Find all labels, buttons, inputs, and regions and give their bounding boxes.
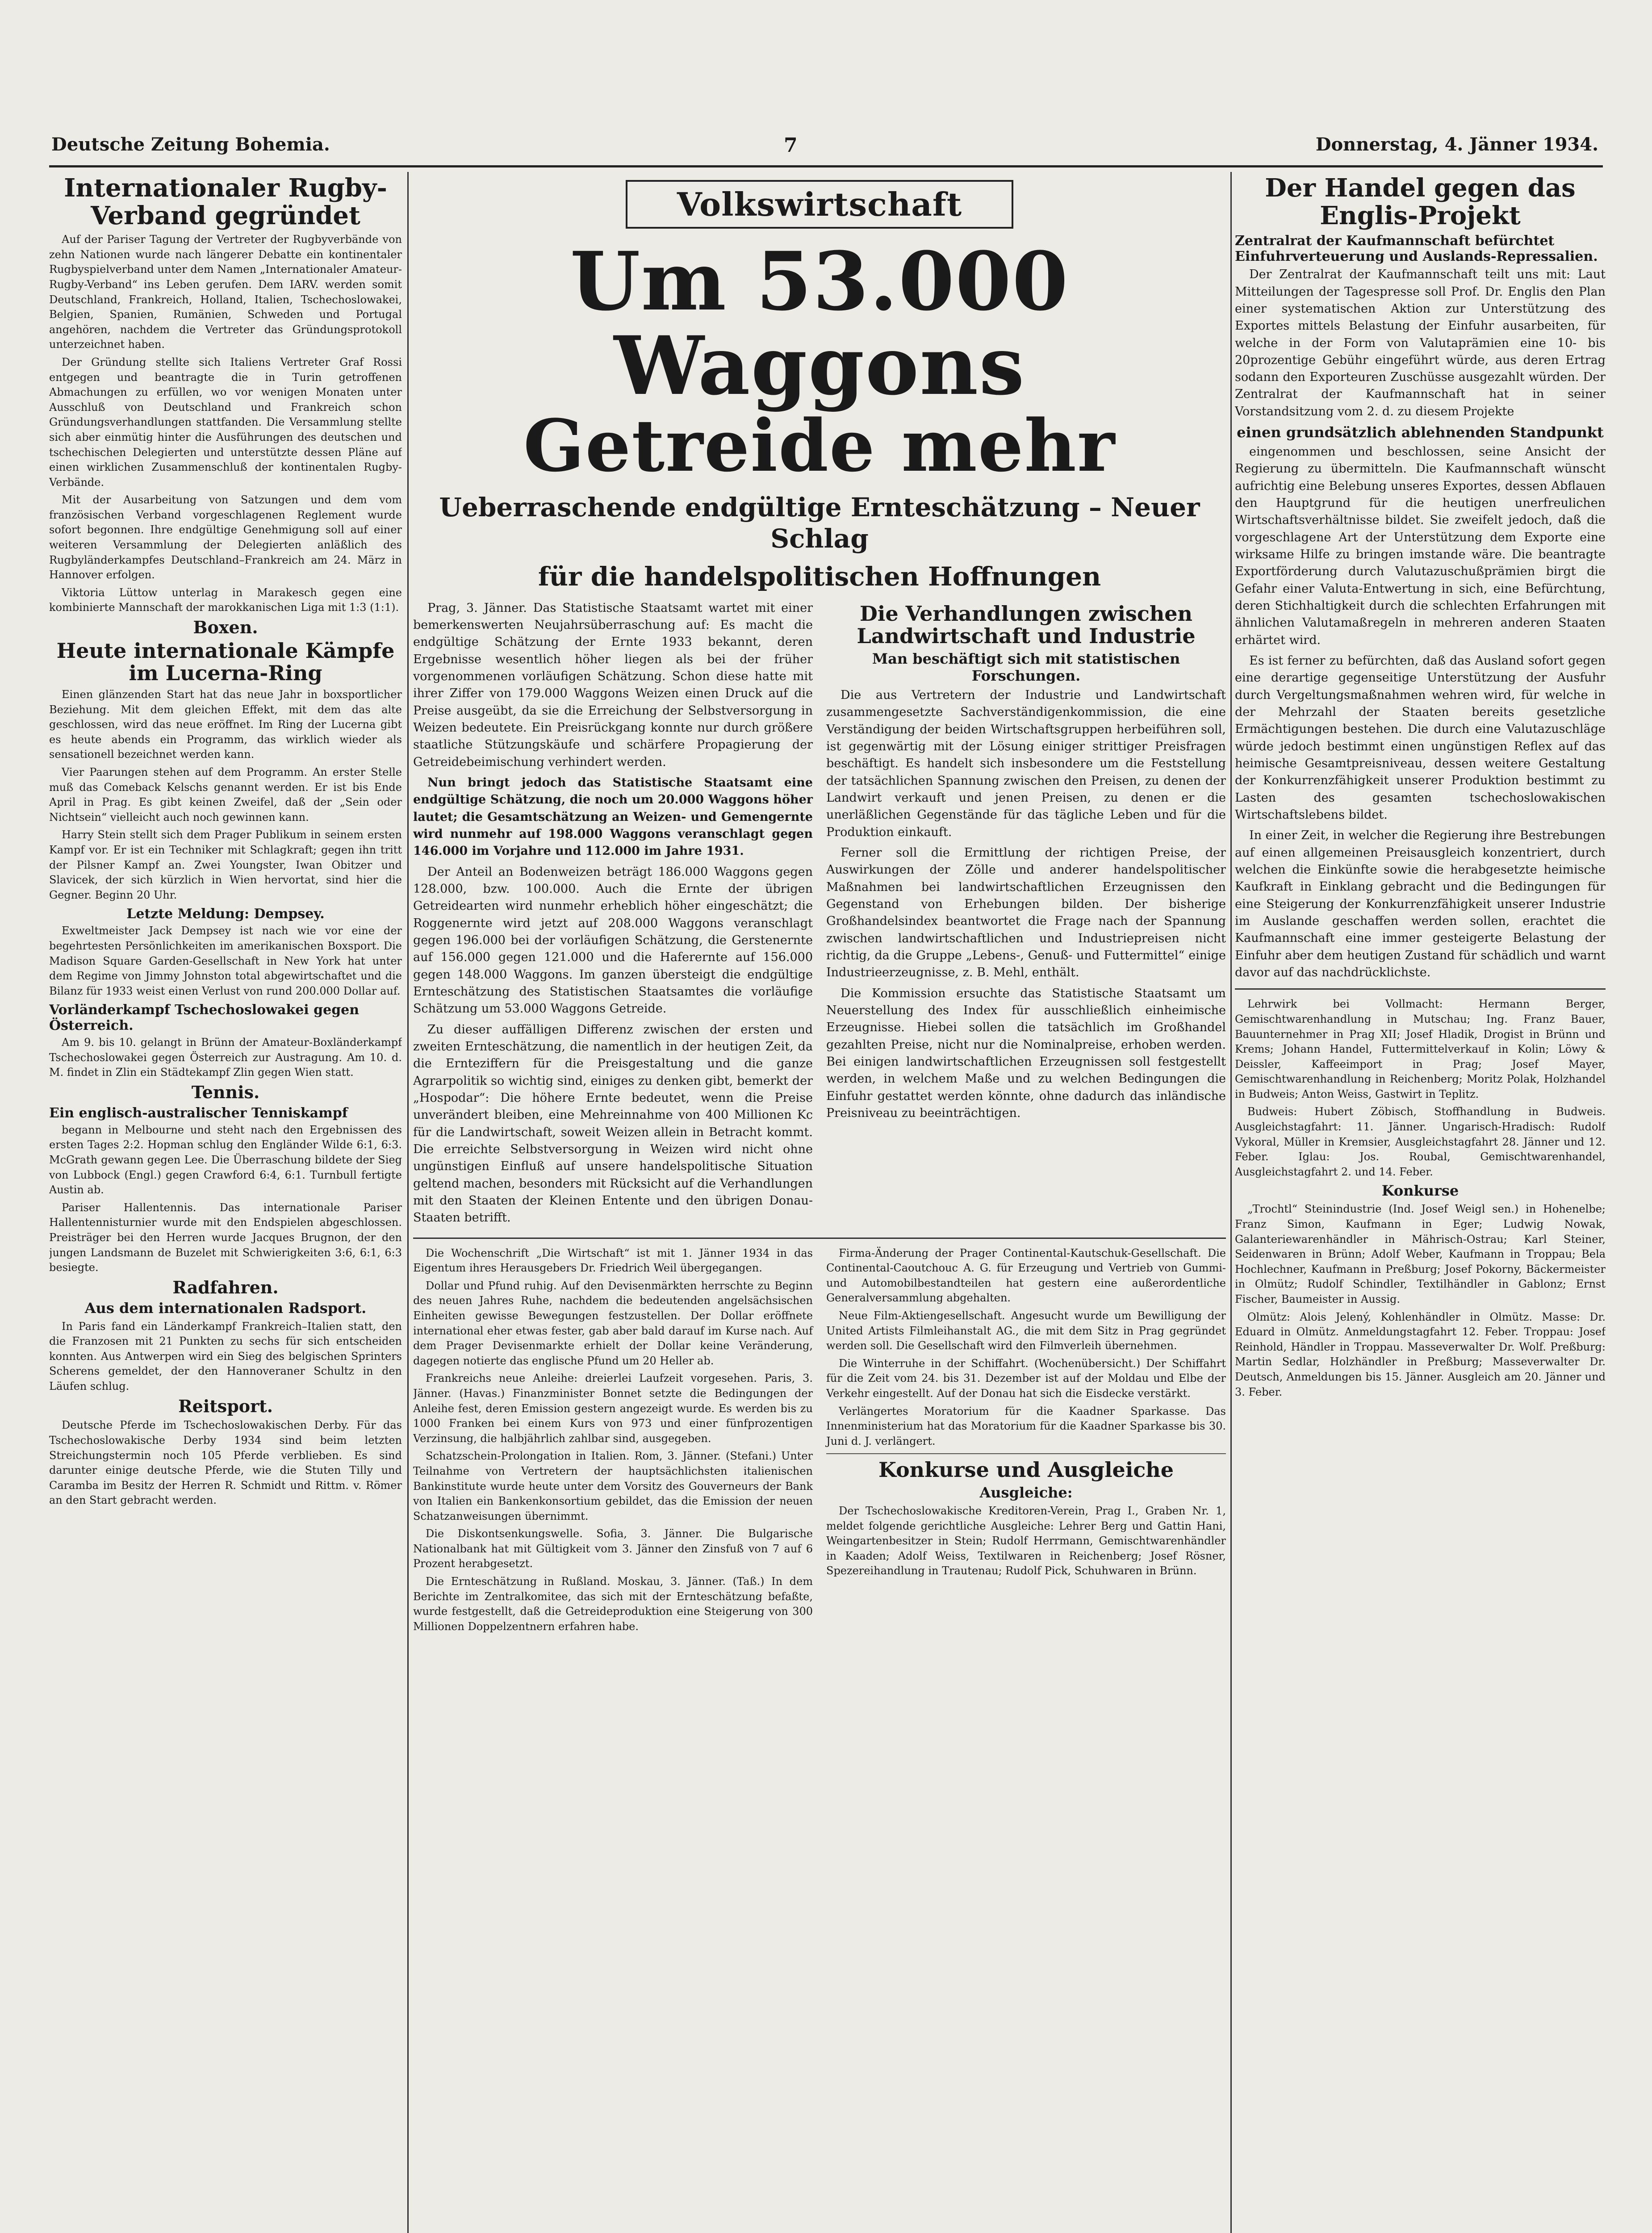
right-paragraph: eingenommen und beschlossen, seine Ansicht der Regierung zu übermitteln. Die Kaufmannschaft wünscht aufrichtig eine Belebung unseres Exportes, dessen Abflauen den Hauptgrund für die heutigen unerfreulichen Wirtschaftsverhältnisse bildet. Sie zweifelt jedoch, daß die vorgeschlagene Art der Unterstützung dem Exporte eine wirksame Hilfe zu bringen imstande wäre. Die beantragte Exportförderung durch Valutazuschußprämien birgt die Gefahr einer Valuta-Entwertung in sich, eine Befürchtung, deren Stichhaltigkeit durch die schlechten Erfahrungen mit ähnlichen Valutamaßregeln in mehreren anderen Staaten erhärtet wird.	[1235, 445, 1606, 647]
lead-article	[413, 600, 813, 1230]
right-paragraph: Es ist ferner zu befürchten, daß das Ausland sofort gegen eine derartige gegenseitige Unterstützung der Ausfuhr durch Vergeltungsmaßnahmen wehren wird, für welche in der Mehrzahl der Staaten bereits gesetzliche Ermächtigungen bestehen. Die durch eine Valutazuschläge würde jedoch bestimmt einen ungünstigen Reflex auf das heimische Gesamtpreisniveau, dessen weitere Gestaltung der Konkurrenzfähigkeit unserer Produktion bestimmt zu Lasten des gesamten tschechoslowakischen Wirtschaftslebens bildet.	[1235, 654, 1606, 822]
tennis-section-label: Tennis.	[191, 1082, 260, 1103]
cycling-subhead: Aus dem internationalen Radsport.	[84, 1299, 367, 1317]
economy-news	[413, 1246, 813, 1637]
column-divider-left	[407, 172, 409, 2233]
rugby-headline: Internationaler Rugby-Verband gegründet	[64, 173, 387, 230]
company-news	[826, 1246, 1226, 1637]
cycling-section-label: Radfahren.	[172, 1277, 279, 1297]
listing-paragraph: Lehrwirk bei Vollmacht: Hermann Berger, Gemischtwarenhandlung in Mutschau; Ing. Franz Bauer, Bauunternehmer in Prag XII; Josef Hladik, Drogist in Brünn und Krems; Johann Handel, Futtermittelverkauf in Kolin; Löwy & Deissler, Kaffeeimport in Prag; Josef Mayer, Gemischtwarenhandlung in Reichenberg; Moritz Polak, Holzhandel in Budweis; Anton Weiss, Gastwirt in Teplitz.	[1235, 998, 1606, 1100]
page-header	[51, 134, 1598, 165]
tennis-paragraph: Pariser Hallentennis. Das internationale Pariser Hallentennisturnier wurde mit den Endspielen abgeschlossen. Preisträger bei den Herren wurde Jacques Brugnon, der den jungen Landsmann de Buzelet mit Schwierigkeiten 3:6, 6:1, 6:3 besiegte.	[49, 1201, 402, 1274]
news-item: Neue Film-Aktiengesellschaft. Angesucht wurde um Bewilligung der United Artists Filmleihanstalt AG., die mit dem Sitz in Prag gegründet werden soll. Die Gesellschaft wird den Filmverleih übernehmen.	[826, 1309, 1226, 1352]
middle-column	[413, 172, 1226, 2233]
boxen-paragraph: Einen glänzenden Start hat das neue Jahr in boxsportlicher Beziehung. Mit dem gleichen Effekt, mit dem das alte geschlossen, wird das neue eröffnet. Im Ring der Lucerna gibt es heute abends ein Programm, das wirklich wieder als sensationell bezeichnet werden kann.	[49, 688, 402, 761]
section-label-box: Volkswirtschaft	[626, 180, 1013, 229]
lead-paragraph: Zu dieser auffälligen Differenz zwischen der ersten und zweiten Ernteschätzung, die namentlich in der heutigen Zeit, da die Ernteziffern für die Preisgestaltung und die ganze Agrarpolitik so wichtig sind, einiges zu denken gibt, bemerkt der „Hospodar“: Die höhere Ernte bedeutet, wenn die Preise unverändert bleiben, eine Mehreinnahme von 400 Millionen Kc für die Landwirtschaft, soweit Weizen allein in Betracht kommt. Die erreichte Selbstversorgung in Weizen wird nicht ohne ungünstigen Einfluß auf unsere handelspolitische Situation geltend machen, besonders mit Rücksicht auf die Verhandlungen mit den Staaten der Kleinen Entente und den übrigen Donau-Staaten betrifft.	[413, 1022, 813, 1225]
rugby-paragraph: Auf der Pariser Tagung der Vertreter der Rugbyverbände von zehn Nationen wurde nach längerer Debatte ein kontinentaler Rugbyspielverband unter dem Namen „Internationaler Amateur-Rugby-Verband“ ins Leben gerufen. Dem IARV. werden somit Deutschland, Frankreich, Holland, Italien, Tschechoslowakei, Belgien, Spanien, Rumänien, Schweden und Portugal angehören, nachdem die Vertreter das Gründungsprotokoll unterzeichnet haben.	[49, 233, 402, 351]
cycling-paragraph: In Paris fand ein Länderkampf Frankreich–Italien statt, den die Franzosen mit 21 Punkten zu sechs für sich entscheiden konnten. Aus Antwerpen wird ein Sieg des belgischen Sprinters Scherens gemeldet, der den Hannoveraner Schultz in den Läufen schlug.	[49, 1320, 402, 1392]
main-headline-line2: Getreide mehr	[523, 404, 1116, 488]
side-paragraph: Ferner soll die Ermittlung der richtigen Preise, der Auswirkungen der Zölle und anderer handelspolitischer Maßnahmen bei landwirtschaftlichen Erzeugnissen den Gegenstand von Erhebungen bilden. Der bisherige Großhandelsindex beantwortet die Frage nach der Spannung zwischen landwirtschaftlichen und Industriepreisen nicht richtig, da die Gruppe „Lebens-, Genuß- und Futtermittel“ einige Industrieerzeugnisse, z. B. Mehl, enthält.	[826, 845, 1226, 980]
riding-section-label: Reitsport.	[178, 1396, 273, 1416]
lead-paragraph: Nun bringt jedoch das Statistische Staatsamt eine endgültige Schätzung, die noch um 20.000 Waggons höher lautet; die Gesamtschätzung an Weizen- und Gemengernte wird nunmehr auf 198.000 Waggons veranschlagt gegen 146.000 im Vorjahre und 112.000 im Jahre 1931.	[413, 776, 813, 858]
divider	[826, 1453, 1226, 1454]
header-rule	[49, 165, 1603, 167]
konkurse-label: Konkurse	[1381, 1182, 1459, 1200]
news-item: Schatzschein-Prolongation in Italien. Rom, 3. Jänner. (Stefani.) Unter Teilnahme von Vertretern der hauptsächlichsten italienischen Bankinstitute wurde heute unter dem Vorsitz des Gouverneurs der Bank von Italien ein Bankenkonsortium gebildet, das die Emission der neuen Schatzanweisungen übernimmt.	[413, 1450, 813, 1522]
news-item: Die Diskontsenkungswelle. Sofia, 3. Jänner. Die Bulgarische Nationalbank hat mit Gültigkeit vom 3. Jänner den Zinsfuß von 7 auf 6 Prozent herabgesetzt.	[413, 1527, 813, 1570]
news-item: Firma-Änderung der Prager Continental-Kautschuk-Gesellschaft. Die Continental-Caoutchouc A. G. für Erzeugung und Vertrieb von Gummi- und Automobilbestandteilen hat gestern eine außerordentliche Generalversammlung abgehalten.	[826, 1246, 1226, 1305]
lead-article-columns	[413, 600, 1226, 1230]
listing-paragraph: Olmütz: Alois Jelený, Kohlenhändler in Olmütz. Masse: Dr. Eduard in Olmütz. Anmeldungstagfahrt 12. Feber. Troppau: Josef Reinhold, Händler in Troppau. Masseverwalter Dr. Wolf. Preßburg: Martin Sedlar, Holzhändler in Preßburg; Masseverwalter Dr. Deutsch, Anmeldungen bis 15. Jänner. Ausgleich am 20. Jänner und 3. Feber.	[1235, 1310, 1606, 1398]
right-subhead-2: einen grundsätzlich ablehnenden Standpunkt	[1237, 424, 1604, 441]
news-item: Verlängertes Moratorium für die Kaadner Sparkasse. Das Innenministerium hat das Moratorium für die Kaadner Sparkasse bis 30. Juni d. J. verlängert.	[826, 1405, 1226, 1447]
right-headline: Der Handel gegen das Englis-Projekt	[1265, 173, 1576, 230]
side-paragraph: Die aus Vertretern der Industrie und Landwirtschaft zusammengesetzte Sachverständigenkommission, die eine Verständigung der beiden Wirtschaftsgruppen herbeiführen soll, ist gegenwärtig mit der Lösung einiger strittiger Preisfragen beschäftigt. Es handelt sich insbesondere um die Feststellung der tatsächlichen Spannung zwischen den Preisen, zu denen der Landwirt verkauft und jenen Preisen, zu denen er die unerläßlichen Gegenstände für das tägliche Leben und für die Produktion einkauft.	[826, 688, 1226, 839]
lead-paragraph: Prag, 3. Jänner. Das Statistische Staatsamt wartet mit einer bemerkenswerten Neujahrsüberraschung auf: Es macht die endgültige Schätzung der Ernte 1933 bekannt, deren Ergebnisse wesentlich höher liegen als bei der früher vorgenommenen vorläufigen Schätzung. Schon diese hatte mit ihrer Ziffer von 179.000 Waggons Weizen einen Druck auf die Preise ausgeübt, da sie die Erreichung der Selbstversorgung in Weizen bedeutete. Ein Preisrückgang konnte nur durch größere staatliche Stützungskäufe und schärfere Propagierung der Getreidebeimischung verhindert werden.	[413, 601, 813, 769]
boxen-paragraph: Harry Stein stellt sich dem Prager Publikum in seinem ersten Kampf vor. Er ist ein Techniker mit Schlagkraft; gegen ihn tritt der Pilsner Kampf an. Zwei Youngster, Iwan Obitzer und Slavicek, der sich kürzlich in Wien hervortat, sind hier die Gegner. Beginn 20 Uhr.	[49, 828, 402, 901]
news-columns	[413, 1246, 1226, 1637]
deck-line1: Ueberraschende endgültige Ernteschätzung – Neuer Schlag	[439, 492, 1200, 554]
tennis-subhead: Ein englisch-australischer Tenniskampf	[49, 1105, 348, 1121]
boxen-section-label: Boxen.	[193, 617, 258, 638]
right-paragraph: Der Zentralrat der Kaufmannschaft teilt uns mit: Laut Mitteilungen der Tagespresse soll Prof. Dr. Englis den Plan einer systematischen Aktion zur Unterstützung des Exportes mittels Belastung der Einfuhr ausarbeiten, für welche in der Form von Valutaprämien eine 10- bis 20prozentige Gebühr eingeführt würde, aus deren Ertrag sodann den Exporteuren Zuschüsse ausgezahlt würden. Der Zentralrat der Kaufmannschaft hat in seiner Vorstandsitzung vom 2. d. zu diesem Projekte	[1235, 268, 1606, 418]
side-article	[826, 600, 1226, 1230]
side-subhead: Man beschäftigt sich mit statistischen Forschungen.	[872, 650, 1180, 684]
newspaper-name: Deutsche Zeitung Bohemia.	[51, 134, 330, 155]
listing-paragraph: Budweis: Hubert Zöbisch, Stoffhandlung in Budweis. Ausgleichstagfahrt: 11. Jänner. Ungarisch-Hradisch: Rudolf Vykoral, Müller in Kremsier, Ausgleichstagfahrt 28. Jänner und 12. Feber. Iglau: Jos. Roubal, Gemischtwarenhandel, Ausgleichstagfahrt 2. und 14. Feber.	[1235, 1105, 1606, 1178]
main-headline-line1: Um 53.000 Waggons	[570, 234, 1069, 413]
news-item: Dollar und Pfund ruhig. Auf den Devisenmärkten herrschte zu Beginn des neuen Jahres Ruhe, nachdem die bedeutenden angelsächsischen Einheiten gewisse Bewegungen festzustellen. Der Dollar eröffnete international eher etwas fester, gab aber bald darauf im Kurse nach. Auf dem Prager Devisenmarkte erhielt der Dollar keine Veränderung, dagegen notierte das englische Pfund um 20 Heller ab.	[413, 1279, 813, 1367]
news-item: Die Ernteschätzung in Rußland. Moskau, 3. Jänner. (Taß.) In dem Berichte im Zentralkomitee, das sich mit der Ernteschätzung befaßte, wurde festgestellt, daß die Getreideproduktion eine Steigerung von 300 Millionen Doppelzentnern erfahren habe.	[413, 1575, 813, 1633]
konkurse-headline: Konkurse und Ausgleiche	[878, 1458, 1174, 1482]
deck-line2: für die handelspolitischen Hoffnungen	[538, 561, 1101, 592]
boxen-headline: Heute internationale Kämpfe im Lucerna-Ring	[56, 638, 395, 686]
section-divider	[413, 1238, 1226, 1239]
right-subhead: Zentralrat der Kaufmannschaft befürchtet Einfuhrverteuerung und Auslands-Repressalien.	[1235, 233, 1598, 265]
rugby-paragraph: Der Gründung stellte sich Italiens Vertreter Graf Rossi entgegen und beantragte die in Turin getroffenen Abmachungen zu erfüllen, wo vor wenigen Monaten unter Ausschluß von Deutschland und Frankreich schon Gründungsverhandlungen stattfanden. Die Versammlung stellte sich aber einmütig hinter die Ausführungen des deutschen und tschechischen Delegierten und unterstützte dessen Pläne auf einen wirklichen Zusammenschluß der kontinentalen Rugby-Verbände.	[49, 355, 402, 489]
boxing-country-subhead: Vorländerkampf Tschechoslowakei gegen Österreich.	[49, 1002, 360, 1034]
right-paragraph: In einer Zeit, in welcher die Regierung ihre Bestrebungen auf einen allgemeinen Preisausgleich konzentriert, durch welchen die Einkünfte sowie die herabgesetzte heimische Kaufkraft in Einklang gebracht und die Bedingungen für eine Steigerung der Konkurrenzfähigkeit unserer Industrie im Auslande geschaffen werden sollen, erachtet die Kaufmannschaft eine immer gesteigerte Belastung der Einfuhr aber dem heutigen Zustand für schädlich und warnt davor auf das nachdrücklichste.	[1235, 828, 1606, 979]
news-item: Die Winterruhe in der Schiffahrt. (Wochenübersicht.) Der Schiffahrt für die Zeit vom 24. bis 31. Dezember ist auf der Moldau und Elbe der Verkehr eingestellt. Auf der Donau hat sich die Eisdecke verstärkt.	[826, 1357, 1226, 1400]
tennis-paragraph: begann in Melbourne und steht nach den Ergebnissen des ersten Tages 2:2. Hopman schlug den Engländer Wilde 6:1, 6:3. McGrath gewann gegen Lee. Die Überraschung bildete der Sieg von Lubbock (Engl.) gegen Crawford 6:4, 6:1. Turnbull fertigte Austin ab.	[49, 1123, 402, 1196]
dempsey-subhead: Letzte Meldung: Dempsey.	[126, 906, 325, 922]
side-headline: Die Verhandlungen zwischen Landwirtschaft und Industrie	[857, 601, 1196, 648]
page-number: 7	[784, 134, 798, 157]
news-item: Die Wochenschrift „Die Wirtschaft“ ist mit 1. Jänner 1934 in das Eigentum ihres Herausgebers Dr. Friedrich Weil übergegangen.	[413, 1246, 813, 1275]
boxen-paragraph: Vier Paarungen stehen auf dem Programm. An erster Stelle muß das Comeback Kelschs genannt werden. Er ist bis Ende April in Prag. Es gibt keinen Zweifel, daß der „Sein oder Nichtsein“ vielleicht auch noch gewinnen kann.	[49, 765, 402, 824]
news-item: Frankreichs neue Anleihe: dreierlei Laufzeit vorgesehen. Paris, 3. Jänner. (Havas.) Finanzminister Bonnet setzte die Bedingungen der Anleihe fest, deren Emission gestern angezeigt wurde. Es werden bis zu 1000 Franken bei einem Kurs von 973 und einer fünfprozentigen Verzinsung, die halbjährlich zahlbar sind, ausgegeben.	[413, 1372, 813, 1445]
listing-paragraph: „Trochtl“ Steinindustrie (Ind. Josef Weigl sen.) in Hohenelbe; Franz Simon, Kaufmann in Eger; Ludwig Nowak, Galanteriewarenhändler in Mährisch-Ostrau; Karl Steiner, Seidenwaren in Brünn; Adolf Weber, Kaufmann in Troppau; Bela Hochlechner, Kaufmann in Preßburg; Josef Pokorny, Bäckermeister in Olmütz; Rudolf Schindler, Textilhändler in Gablonz; Ernst Fischer, Baumeister in Aussig.	[1235, 1203, 1606, 1305]
column-divider-right	[1230, 172, 1232, 2233]
lead-paragraph: Der Anteil an Bodenweizen beträgt 186.000 Waggons gegen 128.000, bzw. 100.000. Auch die Ernte der übrigen Getreidearten wird nunmehr erheblich höher eingeschätzt; die Roggenernte wird jetzt auf 208.000 Waggons veranschlagt gegen 196.000 bei der vorläufigen Schätzung, die Gerstenernte auf 156.000 gegen 121.000 und die Haferernte auf 156.000 gegen 148.000 Waggons. Im ganzen übersteigt die endgültige Ernteschätzung des Statistischen Staatsamtes die vorläufige Schätzung um 53.000 Waggons Getreide.	[413, 865, 813, 1016]
rugby-paragraph: Mit der Ausarbeitung von Satzungen und dem vom französischen Verband vorgeschlagenen Reglement wurde sofort begonnen. Ihre endgültige Genehmigung soll auf einer weiteren Versammlung der Delegierten anläßlich des Rugbyländerkampfes Deutschland–Frankreich am 24. März in Hannover erfolgen.	[49, 493, 402, 581]
konkurse-paragraph: Der Tschechoslowakische Kreditoren-Verein, Prag I., Graben Nr. 1, meldet folgende gerichtliche Ausgleiche: Lehrer Berg und Gattin Hani, Weingartenbesitzer in Stein; Rudolf Herrmann, Gemischtwarenhändler in Kaaden; Adolf Weiss, Textilwaren in Reichenberg; Josef Rösner, Spezereihandlung in Trautenau; Rudolf Pick, Schuhwaren in Brünn.	[826, 1504, 1226, 1577]
right-column	[1235, 172, 1606, 2233]
section-divider	[1235, 988, 1606, 990]
side-paragraph: Die Kommission ersuchte das Statistische Staatsamt um Neuerstellung des Index für ausschließlich einheimische Erzeugnisse. Hiebei sollen die tatsächlich im Großhandel gezahlten Preise, nicht nur die Nominalpreise, erhoben werden. Bei einigen landwirtschaftlichen Erzeugnissen soll festgestellt werden, in welchem Maße und zu welchen Bedingungen die Einfuhr gestattet werden könnte, ohne dadurch das inländische Preisniveau zu beeinträchtigen.	[826, 986, 1226, 1120]
boxing-country-paragraph: Am 9. bis 10. gelangt in Brünn der Amateur-Boxländerkampf Tschechoslowakei gegen Österreich zur Austragung. Am 10. d. M. findet in Zlin ein Städtekampf Zlin gegen Wien statt.	[49, 1036, 402, 1079]
dempsey-paragraph: Exweltmeister Jack Dempsey ist nach wie vor eine der begehrtesten Persönlichkeiten im amerikanischen Boxsport. Die Madison Square Garden-Gesellschaft in New York hat unter dem Regime von Jimmy Johnston total abgewirtschaftet und die Bilanz für 1933 weist einen Verlust von rund 200.000 Dollar auf.	[49, 924, 402, 997]
riding-paragraph: Deutsche Pferde im Tschechoslowakischen Derby. Für das Tschechoslowakische Derby 1934 sind beim letzten Streichungstermin noch 105 Pferde verblieben. Es sind darunter einige deutsche Pferde, wie die Stuten Tilly und Caramba im Besitz der Herren R. Schmidt und Rittm. v. Römer an den Start gebracht werden.	[49, 1419, 402, 1507]
issue-date: Donnerstag, 4. Jänner 1934.	[1315, 134, 1598, 155]
left-column	[49, 172, 402, 2233]
konkurse-subhead: Ausgleiche:	[979, 1484, 1073, 1501]
rugby-paragraph: Viktoria Lüttow unterlag in Marakesch gegen eine kombinierte Mannschaft der marokkanischen Liga mit 1:3 (1:1).	[49, 586, 402, 614]
